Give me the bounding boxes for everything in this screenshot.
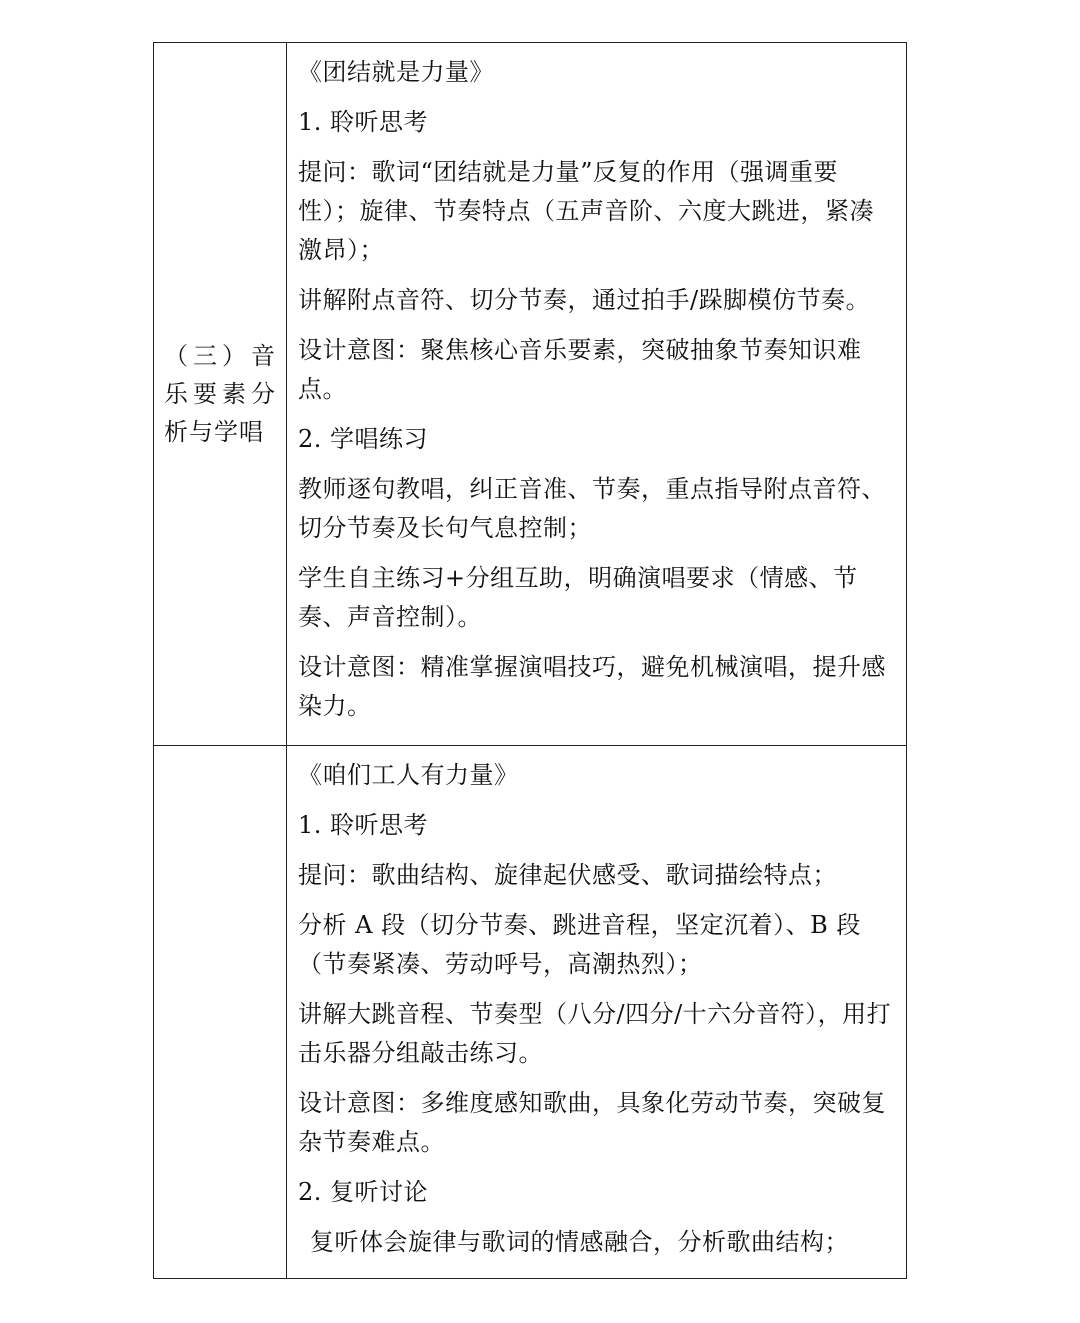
design-intent: 设计意图：多维度感知歌曲，具象化劳动节奏，突破复杂节奏难点。: [298, 1089, 886, 1156]
section-content-cell: [287, 746, 907, 1279]
step-heading: 1. 聆听思考: [298, 811, 429, 839]
section-label: （三）音乐要素分析与学唱: [164, 342, 276, 446]
paragraph: 教师逐句教唱，纠正音准、节奏，重点指导附点音符、切分节奏及长句气息控制；: [298, 475, 886, 542]
song-title: 《团结就是力量》: [298, 58, 494, 86]
paragraph: 学生自主练习+分组互助，明确演唱要求（情感、节奏、声音控制）。: [298, 564, 858, 631]
table-row: [154, 746, 907, 1279]
step-heading: 2. 学唱练习: [298, 425, 429, 453]
song-title: 《咱们工人有力量》: [298, 761, 519, 789]
paragraph: 复听体会旋律与歌词的情感融合，分析歌曲结构；: [310, 1228, 849, 1256]
lesson-plan-table: [153, 42, 907, 1279]
section-label-cell: [154, 43, 287, 746]
table-row: [154, 43, 907, 746]
paragraph: 提问：歌词“团结就是力量”反复的作用（强调重要性）；旋律、节奏特点（五声音阶、六度大跳进，紧凑激昂）；: [298, 158, 874, 264]
design-intent: 设计意图：精准掌握演唱技巧，避免机械演唱，提升感染力。: [298, 653, 886, 720]
step-heading: 2. 复听讨论: [298, 1178, 429, 1206]
step-heading: 1. 聆听思考: [298, 108, 429, 136]
paragraph: 讲解大跳音程、节奏型（八分/四分/十六分音符），用打击乐器分组敲击练习。: [298, 1000, 892, 1067]
paragraph: 讲解附点音符、切分节奏，通过拍手/跺脚模仿节奏。: [298, 286, 871, 314]
section-label-cell: [154, 746, 287, 1279]
paragraph: 提问：歌曲结构、旋律起伏感受、歌词描绘特点；: [298, 861, 837, 889]
section-content-cell: [287, 43, 907, 746]
paragraph: 分析 A 段（切分节奏、跳进音程，坚定沉着）、B 段（节奏紧凑、劳动呼号，高潮热烈）；: [298, 911, 861, 978]
design-intent: 设计意图：聚焦核心音乐要素，突破抽象节奏知识难点。: [298, 336, 862, 403]
